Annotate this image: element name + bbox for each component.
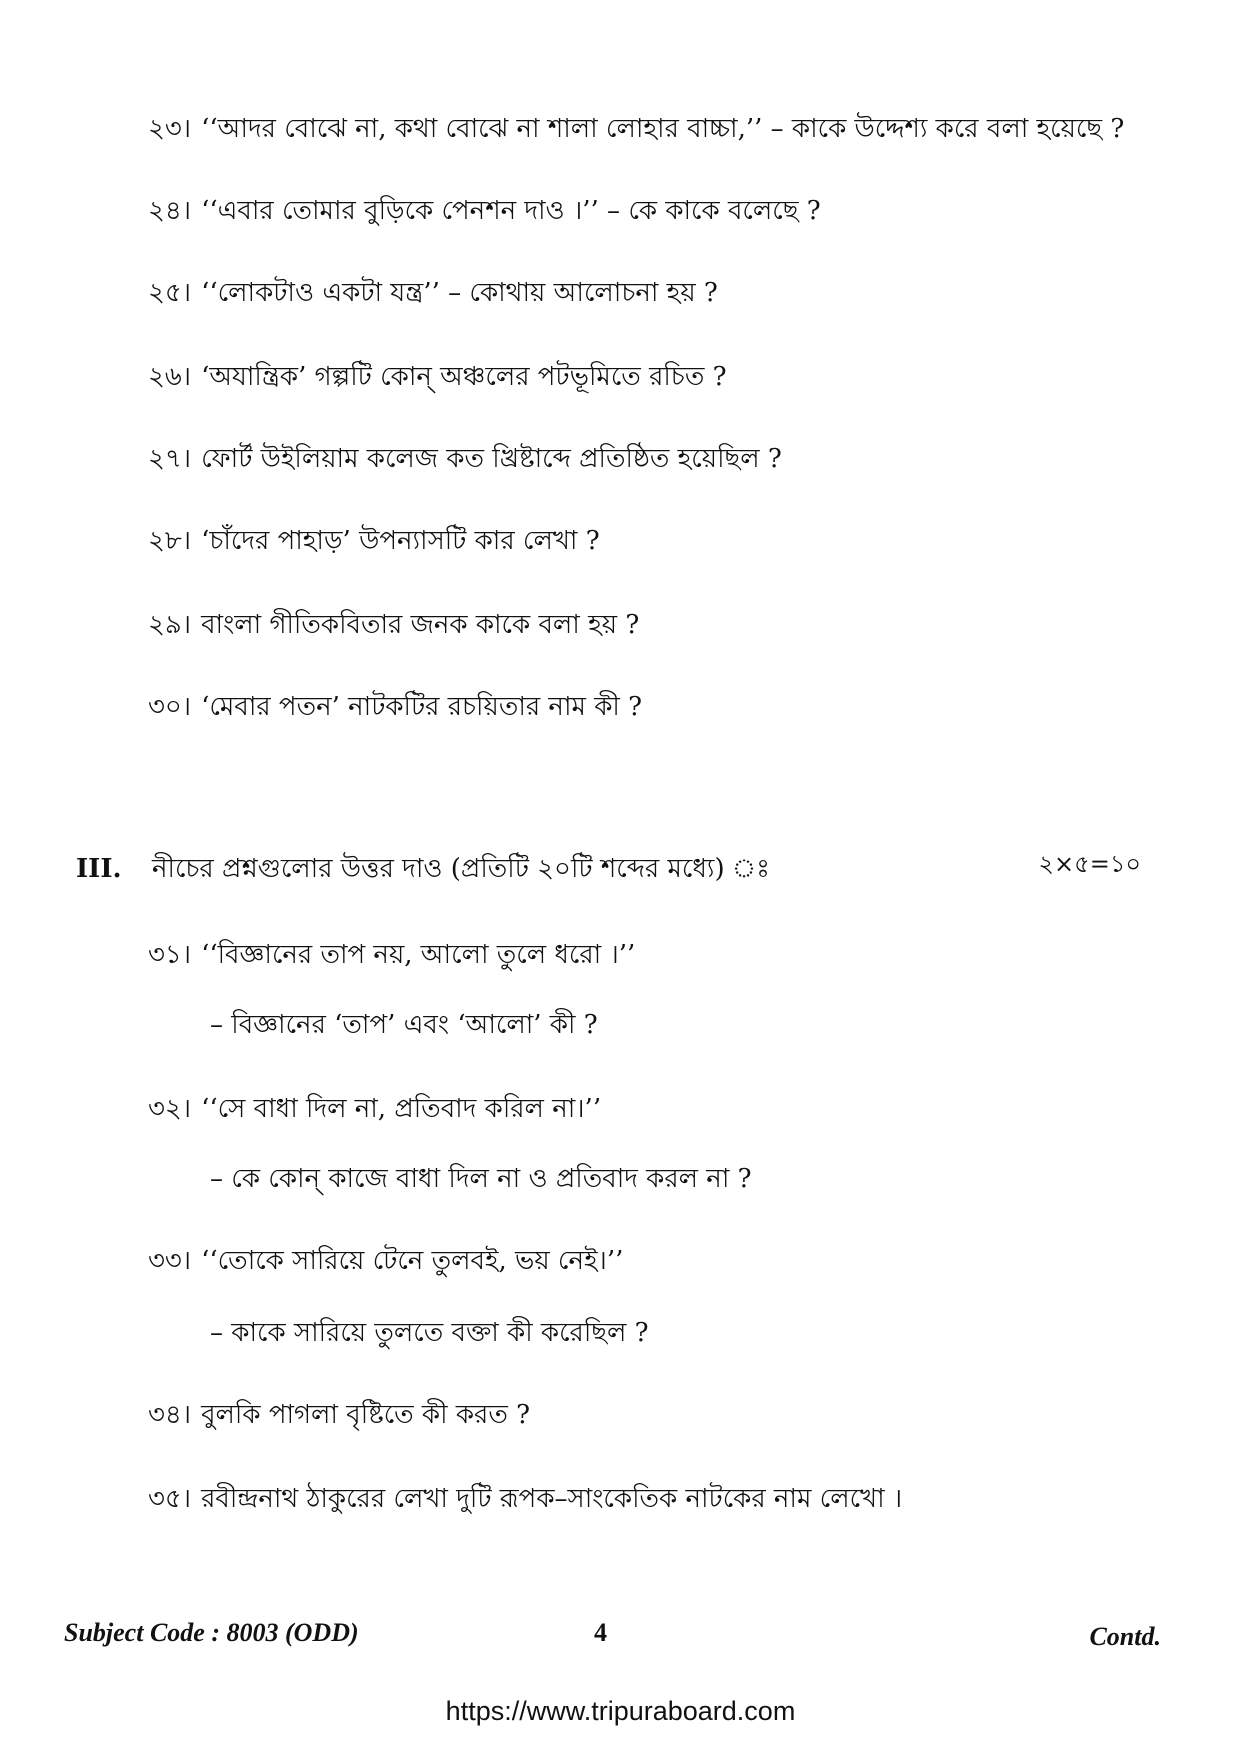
question-text: রবীন্দ্রনাথ ঠাকুরের লেখা দুটি রূপক–সাংকেতিক নাটকের নাম লেখো । [201,1484,903,1514]
question-text: ‘‘এবার তোমার বুড়িকে পেনশন দাও ।’’ – কে কাকে বলেছে ? [201,196,821,226]
question-text: ‘মেবার পতন’ নাটকটির রচয়িতার নাম কী ? [201,692,643,722]
question-text: ‘‘আদর বোঝে না, কথা বোঝে না শালা লোহার বাচ্চা,’’ – কাকে উদ্দেশ্য করে বলা হয়েছে ? [201,114,1125,144]
section-heading [76,848,770,892]
question-text: ‘চাঁদের পাহাড়’ উপন্যাসটি কার লেখা ? [201,526,600,556]
section-number: III. [76,854,122,884]
question-24: ২৪। ‘‘এবার তোমার বুড়িকে পেনশন দাও ।’’ – কে কাকে বলেছে ? [148,196,821,226]
question-text: বুলকি পাগলা বৃষ্টিতে কী করত ? [201,1400,531,1430]
question-30: ৩০। ‘মেবার পতন’ নাটকটির রচয়িতার নাম কী ? [148,692,643,722]
question-27: ২৭। ফোর্ট উইলিয়াম কলেজ কত খ্রিষ্টাব্দে প্রতিষ্ঠিত হয়েছিল ? [148,444,782,474]
question-26: ২৬। ‘অযান্ত্রিক’ গল্পটি কোন্ অঞ্চলের পটভূমিতে রচিত ? [148,362,727,392]
question-32: ৩২। ‘‘সে বাধা দিল না, প্রতিবাদ করিল না।’’ [148,1094,602,1124]
question-28: ২৮। ‘চাঁদের পাহাড়’ উপন্যাসটি কার লেখা ? [148,526,600,556]
question-25: ২৫। ‘‘লোকটাও একটা যন্ত্র’’ – কোথায় আলোচনা হয় ? [148,278,718,308]
question-text: ‘‘তোকে সারিয়ে টেনে তুলবই, ভয় নেই।’’ [201,1246,624,1276]
subject-code: Subject Code : 8003 (ODD) [64,1618,359,1647]
page-number: 4 [594,1618,607,1647]
question-35: ৩৫। রবীন্দ্রনাথ ঠাকুরের লেখা দুটি রূপক–সাংকেতিক নাটকের নাম লেখো । [148,1484,903,1514]
question-31: ৩১। ‘‘বিজ্ঞানের তাপ নয়, আলো তুলে ধরো ।’’ [148,940,636,970]
section-instruction: নীচের প্রশ্নগুলোর উত্তর দাও (প্রতিটি ২০টি শব্দের মধ্যে) ঃ [152,854,771,884]
question-23: ২৩। ‘‘আদর বোঝে না, কথা বোঝে না শালা লোহার বাচ্চা,’’ – কাকে উদ্দেশ্য করে বলা হয়েছে ? [148,114,1125,144]
continued-label: Contd. [1089,1622,1161,1651]
section-marks: ২×৫=১০ [1038,850,1141,878]
question-text: ‘‘লোকটাও একটা যন্ত্র’’ – কোথায় আলোচনা হয় ? [201,278,718,308]
question-33-sub: – কাকে সারিয়ে তুলতে বক্তা কী করেছিল ? [210,1318,649,1348]
question-text: ‘‘সে বাধা দিল না, প্রতিবাদ করিল না।’’ [201,1094,602,1124]
question-text: ‘অযান্ত্রিক’ গল্পটি কোন্ অঞ্চলের পটভূমিতে রচিত ? [201,362,727,392]
question-text: ফোর্ট উইলিয়াম কলেজ কত খ্রিষ্টাব্দে প্রতিষ্ঠিত হয়েছিল ? [201,444,782,474]
question-34: ৩৪। বুলকি পাগলা বৃষ্টিতে কী করত ? [148,1400,531,1430]
source-url: https://www.tripuraboard.com [445,1696,796,1726]
question-32-sub: – কে কোন্ কাজে বাধা দিল না ও প্রতিবাদ করল না ? [210,1164,752,1194]
question-29: ২৯। বাংলা গীতিকবিতার জনক কাকে বলা হয় ? [148,610,640,640]
question-31-sub: – বিজ্ঞানের ‘তাপ’ এবং ‘আলো’ কী ? [210,1010,598,1040]
question-text: বাংলা গীতিকবিতার জনক কাকে বলা হয় ? [201,610,640,640]
question-text: ‘‘বিজ্ঞানের তাপ নয়, আলো তুলে ধরো ।’’ [201,940,636,970]
question-33: ৩৩। ‘‘তোকে সারিয়ে টেনে তুলবই, ভয় নেই।’’ [148,1246,624,1276]
